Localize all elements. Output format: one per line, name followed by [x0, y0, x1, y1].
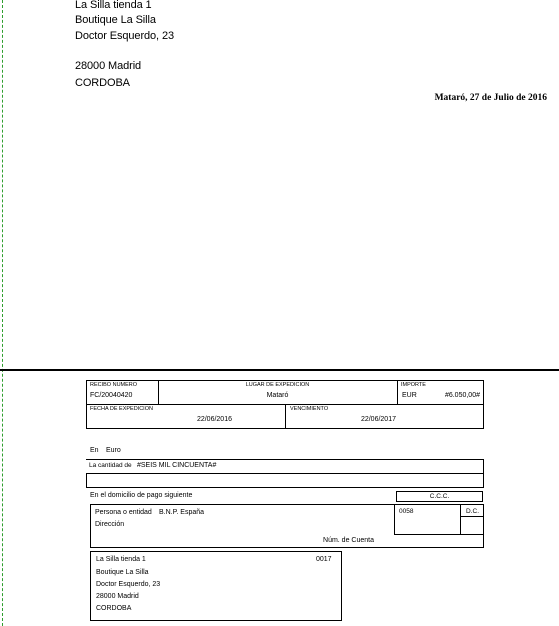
currency-in-value: Euro — [106, 447, 121, 454]
amount-words-value: #SEIS MIL CINCUENTA# — [137, 462, 217, 469]
address-label: Dirección — [95, 521, 125, 528]
grid-col-divider — [285, 404, 286, 429]
ccc-left-line — [394, 504, 395, 534]
address-line-2: Boutique La Silla — [75, 14, 156, 26]
amount-words-bottom-line — [86, 487, 484, 488]
due-date-label: VENCIMIENTO — [290, 406, 329, 412]
ccc-label: C.C.C. — [429, 493, 450, 500]
amount-label: IMPORTE — [401, 382, 426, 388]
page-cut-line — [0, 369, 559, 371]
payer-line-4: 28000 Madrid — [96, 593, 139, 600]
issue-place-label: LUGAR DE EXPEDICION — [245, 382, 310, 388]
address-line-1: La Silla tienda 1 — [75, 0, 152, 11]
address-line-5: CORDOBA — [75, 77, 130, 89]
currency-in-label: En — [90, 447, 99, 454]
payer-code: 0017 — [316, 556, 332, 563]
entity-code: 0058 — [399, 508, 414, 515]
grid-col-divider — [397, 380, 398, 404]
entity-value: B.N.P. España — [159, 509, 205, 516]
amount-value: #6.050,00# — [444, 392, 480, 399]
payment-address-label: En el domicilio de pago siguiente — [90, 492, 193, 499]
receipt-number-label: RECIBO NUMERO — [90, 382, 138, 388]
amount-words-label: La cantidad de — [89, 462, 132, 469]
dc-label: D.C. — [466, 508, 479, 515]
entity-label: Persona o entidad — [95, 509, 152, 516]
payer-line-5: CORDOBA — [96, 605, 132, 612]
left-margin-dashed-line — [2, 0, 3, 626]
amount-words-left-line — [86, 473, 87, 487]
currency-code: EUR — [402, 392, 417, 399]
ccc-bottom-line — [394, 534, 484, 535]
address-line-3: Doctor Esquerdo, 23 — [75, 30, 174, 42]
due-date-value: 22/06/2017 — [360, 416, 396, 423]
place-date-line: Mataró, 27 de Julio de 2016 — [434, 93, 547, 103]
address-line-4: 28000 Madrid — [75, 60, 142, 72]
dc-divider-line — [460, 516, 484, 517]
amount-words-mid-line — [86, 473, 484, 474]
issue-date-value: 22/06/2016 — [196, 416, 232, 423]
payer-line-3: Doctor Esquerdo, 23 — [96, 581, 161, 588]
payer-line-2: Boutique La Silla — [96, 569, 149, 576]
issue-place-value: Mataró — [266, 392, 289, 399]
account-number-label: Núm. de Cuenta — [323, 537, 374, 544]
issue-date-label: FECHA DE EXPEDICION — [90, 406, 153, 412]
receipt-number-value: FC/20040420 — [90, 392, 133, 399]
payer-line-1: La Silla tienda 1 — [96, 556, 146, 563]
amount-words-top-line — [86, 459, 484, 460]
